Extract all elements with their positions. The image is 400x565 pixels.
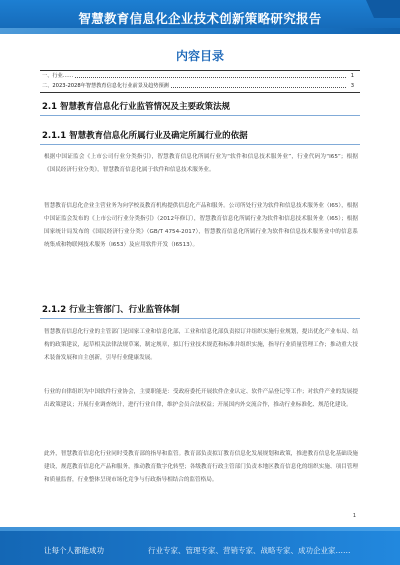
body-paragraph: 智慧教育信息化行业的主管部门是国家工业和信息化部，工业和信息化部负责拟订并组织实施行业规划，提出优化产业布局、结构的政策建议，起草相关法律法规草案，制定规章，拟订行业技术规范和标准并组织实施，指导行业质量管理工作；推动重大技术装备发展和自主创新，引导行业健康发展。: [44, 329, 358, 361]
section-rule: [40, 318, 360, 319]
toc-item[interactable]: [42, 72, 354, 79]
body-paragraph: 此外，智慧教育信息化行业同时受教育部的指导和监管。教育部负责拟订教育信息化发展规划和政策，推进教育信息化基础设施建设，规范教育信息化产品和服务，推动教育数字化转型；各级教育行政主管部门负责本地区教育信息化的组织实施、项目管理和质量监督，行业整体呈现市场化竞争与行政指导相结合的监管格局。: [44, 451, 358, 483]
toc-item[interactable]: [42, 82, 354, 89]
page-number: 1: [352, 513, 356, 519]
section-rule: [40, 144, 360, 145]
header-wave-decoration: [0, 28, 400, 34]
toc-top-rule: [40, 70, 360, 71]
toc-title: 内容目录: [175, 49, 224, 63]
toc-bottom-rule: [40, 92, 360, 93]
toc-item-label: 一、行业……: [42, 73, 74, 79]
toc-item-page: 1: [350, 73, 354, 79]
footer-expert-list: 行业专家、管理专家、营销专家、战略专家、成功企业家……: [148, 546, 351, 555]
toc-item-label: 二、2023-2028年智慧教育信息化行业前景及趋势预测: [42, 83, 169, 89]
footer-slogan: 让每个人都能成功: [44, 546, 104, 555]
body-paragraph: 智慧教育信息化企业主营业务为向学校及教育机构提供信息化产品和服务。公司所处行业为软件和信息技术服务业（I65），根据中国证监会发布的《上市公司行业分类指引》（2012年修订），智慧教育信息化所属行业为软件和信息技术服务业（I65）；根据国家统计局发布的《国民经济行业分类》（GB/T 4754-2017），智慧教育信息化所属行业为软件和信息技术服务业中的信息系统集成和物联网技术服务（I653）及应用软件开发（I6513）。: [44, 203, 358, 248]
toc-leader-dots: [75, 77, 346, 78]
footer-stripe-decoration: [0, 527, 400, 531]
section-heading: 2.1 智慧教育信息化行业监管情况及主要政策法规: [42, 102, 231, 112]
body-paragraph: 行业的自律组织为中国软件行业协会，主要职能是：受政府委托开展软件企业认定、软件产品登记等工作；对软件产业的发展提出政策建议；开展行业调查统计，进行行业自律，维护会员合法权益；开展国内外交流合作，推动行业标准化、规范化建设。: [44, 389, 358, 408]
section-rule: [40, 115, 360, 116]
toc-item-page: 3: [350, 83, 354, 89]
subsection-heading: 2.1.2 行业主管部门、行业监管体制: [42, 305, 180, 315]
body-paragraph: 根据中国证监会《上市公司行业分类指引》，智慧教育信息化所属行业为“软件和信息技术服务业”，行业代码为“I65”；根据《国民经济行业分类》，智慧教育信息化属于软件和信息技术服务业。: [44, 154, 358, 173]
subsection-heading: 2.1.1 智慧教育信息化所属行业及确定所属行业的依据: [42, 131, 248, 141]
toc-leader-dots: [171, 87, 346, 88]
report-title: 智慧教育信息化企业技术创新策略研究报告: [78, 11, 322, 26]
